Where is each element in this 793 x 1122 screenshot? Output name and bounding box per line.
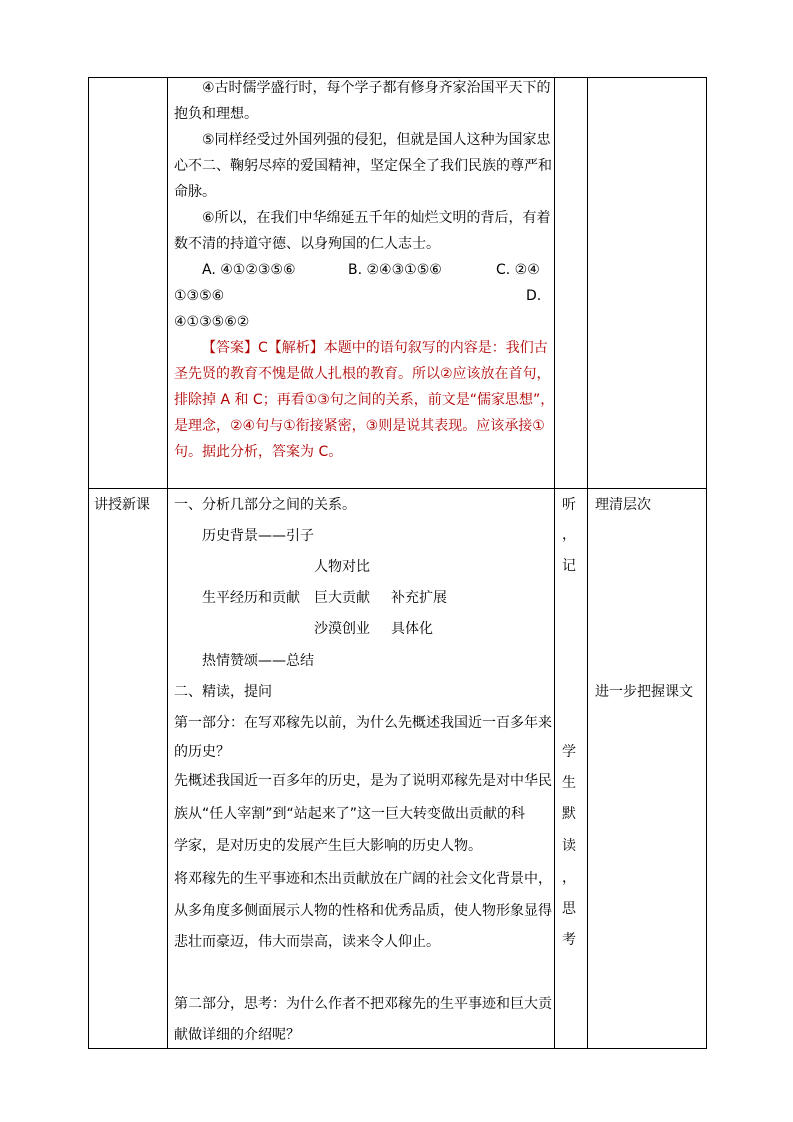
para-11-line1: 第二部分，思考：为什么作者不把邓稼先的生平事迹和巨大贡: [174, 996, 552, 1012]
answer-line2: 圣先贤的教育不愧是做人扎根的教育。所以②应该放在首句，: [174, 366, 551, 382]
para-9-line2: 族从“任人宰割”到“站起来了”这一巨大转变做出贡献的科: [174, 806, 526, 822]
para-9-line1: 先概述我国近一百多年的历史，是为了说明邓稼先是对中华民: [174, 773, 552, 789]
para-4a: 生平经历和贡献: [202, 590, 300, 606]
option-d-label: D.: [526, 288, 542, 304]
item-5-line2: 心不二、鞠躬尽瘁的爱国精神，坚定保全了我们民族的尊严和: [174, 158, 552, 174]
item-4-line1: ④古时儒学盛行时，每个学子都有修身齐家治国平天下的: [202, 80, 551, 96]
answer-line5: 句。据此分析，答案为 C。: [174, 444, 343, 460]
student-activity-2-char: 学: [562, 744, 576, 760]
section-label: 讲授新课: [94, 497, 150, 513]
para-1: 一、分析几部分之间的关系。: [174, 497, 356, 513]
para-10-line2: 从多角度多侧面展示人物的性格和优秀品质，使人物形象显得: [174, 903, 552, 919]
para-6: 热情赞颂——总结: [202, 653, 314, 669]
student-activity-2-char: 考: [562, 932, 576, 948]
option-c-part2: ①③⑤⑥: [174, 288, 225, 304]
option-b: B. ②④③①⑤⑥: [348, 262, 442, 278]
para-5a: 沙漠创业: [314, 621, 370, 637]
para-3: 人物对比: [314, 559, 370, 575]
para-5b: 具体化: [391, 621, 433, 637]
answer-line1: 【答案】C【解析】本题中的语句叙写的内容是：我们古: [202, 340, 548, 356]
student-activity-2-char: ，: [562, 870, 576, 886]
col-divider-3: [587, 78, 588, 1048]
option-c-part1: C. ②④: [496, 262, 540, 278]
para-11-line2: 献做详细的介绍呢？: [174, 1027, 300, 1043]
goal-2: 进一步把握课文: [595, 684, 693, 700]
answer-line3: 排除掉 A 和 C；再看①③句之间的关系，前文是“儒家思想”，: [174, 392, 555, 408]
option-d-value: ④①③⑤⑥②: [174, 314, 250, 330]
student-activity-1-char: 记: [562, 558, 576, 574]
para-9-line3: 学家，是对历史的发展产生巨大影响的历史人物。: [174, 838, 482, 854]
item-5-line3: 命脉。: [174, 184, 216, 200]
item-6-line2: 数不清的持道守德、以身殉国的仁人志士。: [174, 236, 440, 252]
col-divider-2: [554, 78, 555, 1048]
student-activity-2-char: 读: [562, 838, 576, 854]
para-8-line1: 第一部分：在写邓稼先以前，为什么先概述我国近一百多年来: [174, 715, 552, 731]
student-activity-2-char: 生: [562, 775, 576, 791]
student-activity-2-char: 默: [562, 806, 576, 822]
item-5-line1: ⑤同样经受过外国列强的侵犯，但就是国人这种为国家忠: [202, 132, 551, 148]
para-4b: 巨大贡献: [314, 590, 370, 606]
student-activity-1-char: ，: [562, 527, 576, 543]
item-4-line2: 抱负和理想。: [174, 106, 258, 122]
col-divider-1: [167, 78, 168, 1048]
student-activity-2-char: 思: [562, 901, 576, 917]
item-6-line1: ⑥所以，在我们中华绵延五千年的灿烂文明的背后，有着: [202, 210, 551, 226]
para-7: 二、精读，提问: [174, 684, 272, 700]
para-8-line2: 的历史？: [174, 744, 230, 760]
row-divider: [89, 488, 706, 489]
para-10-line1: 将邓稼先的生平事迹和杰出贡献放在广阔的社会文化背景中，: [174, 871, 552, 887]
student-activity-1-char: 听: [562, 497, 576, 513]
para-10-line3: 悲壮而豪迈，伟大而崇高，读来令人仰止。: [174, 934, 440, 950]
answer-line4: 是理念，②④句与①衔接紧密，③则是说其表现。应该承接①: [174, 418, 545, 434]
goal-1: 理清层次: [595, 497, 651, 513]
option-a: A. ④①②③⑤⑥: [202, 262, 296, 278]
para-4c: 补充扩展: [391, 590, 447, 606]
para-2: 历史背景——引子: [202, 528, 314, 544]
